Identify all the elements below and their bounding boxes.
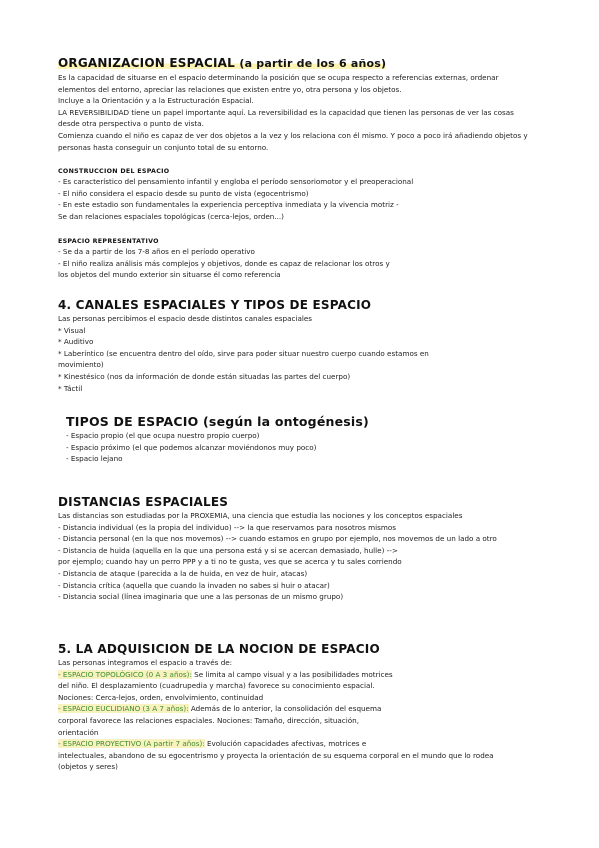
text-line: Las distancias son estudiadas por la PROXEMIA, una ciencia que estudia las nociones y los conceptos espaciales [58,511,463,520]
text-line: orientación [58,727,99,737]
list-representativo [58,246,548,281]
heading-canales: 4. CANALES ESPACIALES Y TIPOS DE ESPACIO [58,298,372,312]
list-item: - Distancia crítica (aquella que cuando la invaden no sabes si huir o atacar) [58,580,330,590]
list-item-proyectivo [58,738,548,750]
list-item: movimiento) [58,360,104,370]
list-item: * Kinestésico (nos da información de donde están situadas las partes del cuerpo) [58,371,351,381]
text-proyectivo: Evolución capacidades afectivas, motrices e [204,739,367,749]
list-item: - Distancia de ataque (parecida a la de huida, en vez de huir, atacas) [58,568,308,578]
section-construccion [58,168,548,222]
list-item: - Espacio próximo (el que podemos alcanzar moviéndonos muy poco) [66,442,317,452]
list-item: * Visual [58,325,86,335]
text-line: personas hasta conseguir un conjunto total de su entorno. [58,142,269,152]
list-item: - Se da a partir de los 7-8 años en el período operativo [58,247,255,256]
subheading-representativo: ESPACIO REPRESENTATIVO [58,238,159,245]
text-line: Las personas integramos el espacio a través de: [58,658,233,667]
list-item: - Distancia de huida (aquella en la que una persona está y si se acercan demasiado, hulle) --> [58,545,398,555]
list-adquisicion [58,657,548,773]
text-line: desde otra perspectiva o punto de vista. [58,119,204,129]
list-canales [58,313,548,394]
list-item: * Laberíntico (se encuentra dentro del oído, sirve para poder situar nuestro cuerpo cuando estamos en [58,348,429,358]
list-item: por ejemplo; cuando hay un perro PPP y a ti no te gusta, ves que se acerca y tu sales corriendo [58,557,402,567]
text-line: intelectuales, abandono de su egocentrismo y proyecta la orientación de su esquema corporal en el mundo que lo rodea [58,750,494,760]
subheading-construccion: CONSTRUCCION DEL ESPACIO [58,168,170,175]
heading-organizacion-sub: (a partir de los 6 años) [239,57,387,70]
label-topologico: - ESPACIO TOPOLÓGICO (0 A 3 años): [58,669,192,679]
heading-adquisicion: 5. LA ADQUISICION DE LA NOCION DE ESPACIO [58,642,380,656]
list-item: - Distancia individual (es la propia del individuo) --> la que reservamos para nosotros mismos [58,522,396,532]
label-euclidiano: - ESPACIO EUCLIDIANO (3 A 7 años): [58,704,189,714]
section-representativo [58,238,548,281]
section-adquisicion [58,642,548,773]
list-item: * Táctil [58,383,83,393]
list-item-euclidiano [58,703,548,715]
heading-organizacion-text: ORGANIZACION ESPACIAL [58,56,235,70]
list-item: - Distancia social (línea imaginaria que une a las personas de un mismo grupo) [58,592,344,602]
list-item-topologico [58,669,548,681]
list-item: - Espacio propio (el que ocupa nuestro propio cuerpo) [66,431,260,440]
list-item: - El niño realiza análisis más complejos y objetivos, donde es capaz de relacionar los otros y [58,258,390,268]
text-line: (objetos y seres) [58,762,118,772]
list-item: - Es característico del pensamiento infantil y engloba el período sensoriomotor y el preoperacional [58,177,414,186]
text-topologico: Se limita al campo visual y a las posibilidades motrices [191,669,393,679]
list-item: - Distancia personal (en la que nos movemos) --> cuando estamos en grupo por ejemplo, nos movemos de un lado a otro [58,534,497,544]
list-item: Se dan relaciones espaciales topológicas (cerca-lejos, orden...) [58,211,284,221]
text-line: Las personas percibimos el espacio desde distintos canales espaciales [58,314,313,323]
list-item: - Espacio lejano [66,454,123,464]
list-item: * Auditivo [58,337,94,347]
text-line: del niño. El desplazamiento (cuadrupedia y marcha) favorece su conocimiento espacial. [58,681,375,691]
text-line: Nociones: Cerca-lejos, orden, envolvimiento, continuidad [58,692,264,702]
paragraph-organizacion [58,72,548,153]
text-euclidiano: Además de lo anterior, la consolidación del esquema [188,704,382,714]
text-line: Es la capacidad de situarse en el espacio determinando la posición que se ocupa respecto a referencias externas, ordenar [58,73,499,82]
section-canales [58,298,548,394]
heading-organizacion [58,56,386,70]
list-item: los objetos del mundo exterior sin situarse él como referencia [58,270,281,280]
text-line: corporal favorece las relaciones espaciales. Nociones: Tamaño, dirección, situación, [58,715,359,725]
section-organizacion [58,52,548,153]
label-proyectivo: - ESPACIO PROYECTIVO (A partir 7 años): [58,739,205,749]
section-distancias [58,495,548,603]
text-line: Incluye a la Orientación y a la Estructuración Espacial. [58,96,254,106]
heading-distancias: DISTANCIAS ESPACIALES [58,495,229,509]
list-item: - En este estadio son fundamentales la experiencia perceptiva inmediata y la vivencia motriz - [58,200,399,210]
list-construccion [58,176,548,222]
list-distancias [58,510,548,603]
text-line: elementos del entorno, apreciar las relaciones que existen entre yo, otra persona y los objetos. [58,84,402,94]
heading-tipos: TIPOS DE ESPACIO (según la ontogénesis) [66,414,369,429]
list-tipos [66,430,556,465]
section-tipos [66,414,556,465]
text-line: LA REVERSIBILIDAD tiene un papel importante aquí. La reversibilidad es la capacidad que tienen las personas de ver las cosas [58,107,514,117]
text-line: Comienza cuando el niño es capaz de ver dos objetos a la vez y los relaciona con él mismo. Y poco a poco irá añadiendo objetos y [58,130,528,140]
list-item: - El niño considera el espacio desde su punto de vista (egocentrismo) [58,188,309,198]
